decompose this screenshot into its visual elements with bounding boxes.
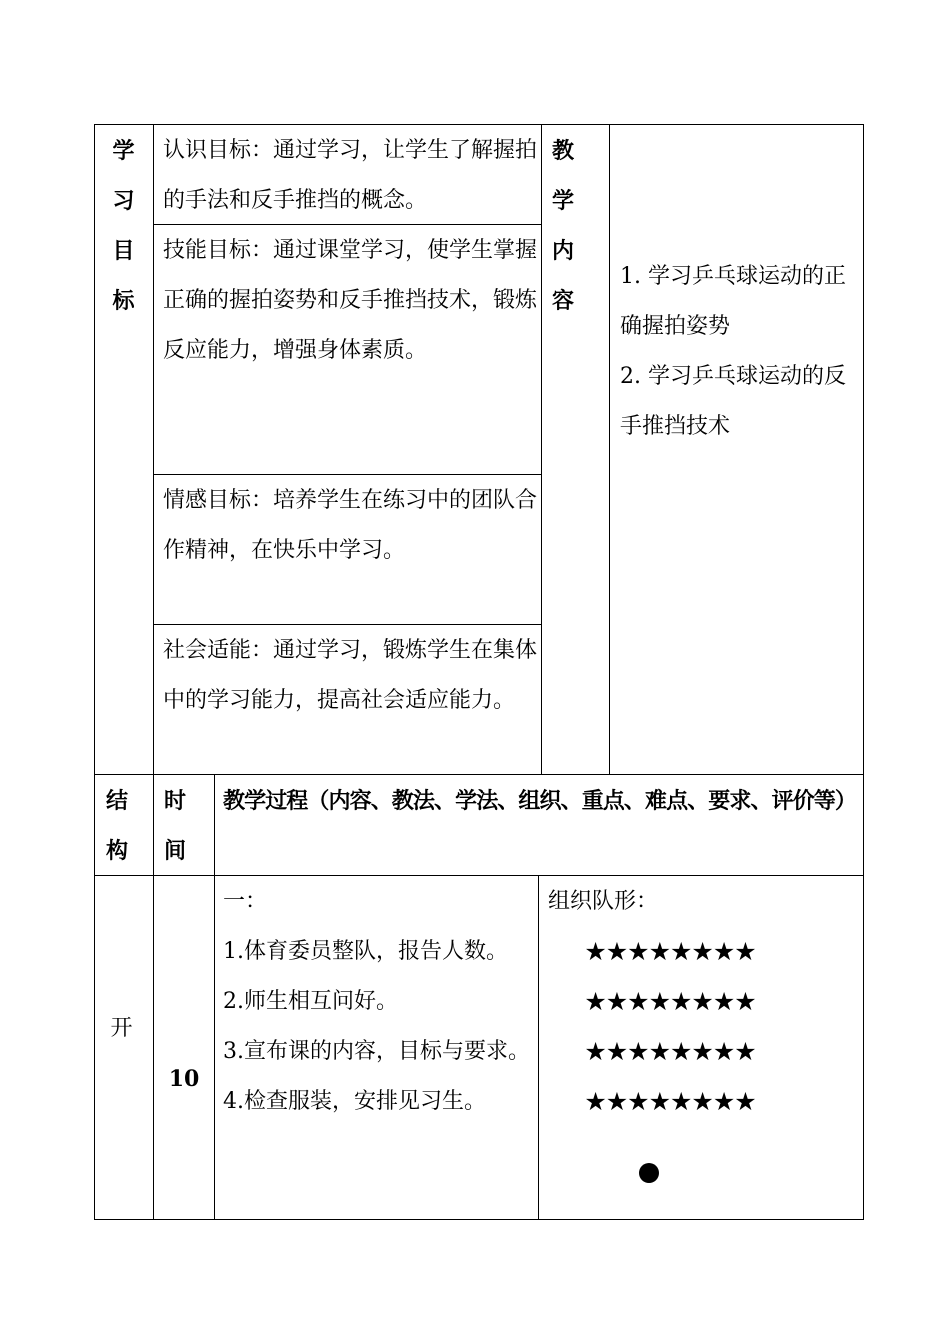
steps-title: 一： <box>223 889 268 914</box>
table-border-right <box>863 124 864 1220</box>
formation-row: ★★★★★★★★ <box>584 1087 756 1116</box>
goal-text: 培养学生在练习中的团队合作精神，在快乐中学习。 <box>163 488 538 563</box>
row-divider-header <box>94 774 864 775</box>
goal-skill <box>163 226 538 376</box>
time-heading-char: 间 <box>163 838 186 864</box>
goal-affective <box>163 476 538 576</box>
opening-section-label: 开 <box>110 1016 133 1041</box>
goal-label: 社会适能： <box>163 638 274 663</box>
col-divider-content <box>609 124 610 775</box>
content-heading-char: 内 <box>551 238 574 264</box>
content-heading-char: 学 <box>551 188 574 214</box>
table-border-top <box>94 124 864 125</box>
table-border-bottom <box>94 1219 864 1220</box>
time-heading <box>154 776 196 876</box>
goals-heading-char: 学 <box>112 138 135 164</box>
goal-divider-2 <box>154 474 542 475</box>
formation-grid <box>539 927 801 1127</box>
goals-heading-char: 目 <box>112 238 135 264</box>
structure-heading-char: 构 <box>105 838 128 864</box>
row-divider-opening <box>94 875 864 876</box>
formation-row: ★★★★★★★★ <box>584 1037 756 1066</box>
goal-label: 认识目标： <box>163 138 274 163</box>
goal-text: 通过课堂学习，使学生掌握正确的握拍姿势和反手推挡技术，锻炼反应能力，增强身体素质。 <box>163 238 538 363</box>
step-item: 1.体育委员整队，报告人数。 <box>223 939 508 964</box>
goal-label: 技能目标： <box>163 238 274 263</box>
structure-heading <box>94 776 140 876</box>
opening-steps <box>223 877 535 1127</box>
content-item: 2. 学习乒乓球运动的反手推挡技术 <box>620 364 846 439</box>
goals-heading <box>94 126 153 326</box>
goal-text: 通过学习，锻炼学生在集体中的学习能力，提高社会适应能力。 <box>163 638 538 713</box>
goal-text: 通过学习，让学生了解握拍的手法和反手推挡的概念。 <box>163 138 538 213</box>
col-divider-time <box>214 774 215 1220</box>
content-item: 1. 学习乒乓球运动的正确握拍姿势 <box>620 264 846 339</box>
process-heading: 教学过程（内容、教法、学法、组织、重点、难点、要求、评价等） <box>223 788 857 814</box>
step-item: 3.宣布课的内容，目标与要求。 <box>223 1039 530 1064</box>
goal-label: 情感目标： <box>163 488 274 513</box>
goal-social <box>163 626 538 726</box>
content-heading-char: 教 <box>551 138 574 164</box>
content-heading <box>542 126 584 326</box>
structure-heading-char: 结 <box>105 788 128 814</box>
step-item: 4.检查服装，安排见习生。 <box>223 1089 486 1114</box>
content-list <box>620 252 860 452</box>
formation-label: 组织队形： <box>548 889 659 914</box>
goal-divider-3 <box>154 624 542 625</box>
content-heading-char: 容 <box>551 288 574 314</box>
formation-row: ★★★★★★★★ <box>584 987 756 1016</box>
time-heading-char: 时 <box>163 788 186 814</box>
opening-time: 10 <box>168 1066 200 1092</box>
goal-cognitive <box>163 126 538 226</box>
lesson-plan-table <box>94 124 864 1220</box>
formation-row: ★★★★★★★★ <box>584 937 756 966</box>
goals-heading-char: 标 <box>112 288 135 314</box>
goals-heading-char: 习 <box>112 188 135 214</box>
teacher-position-dot <box>639 1163 659 1183</box>
step-item: 2.师生相互问好。 <box>223 989 398 1014</box>
